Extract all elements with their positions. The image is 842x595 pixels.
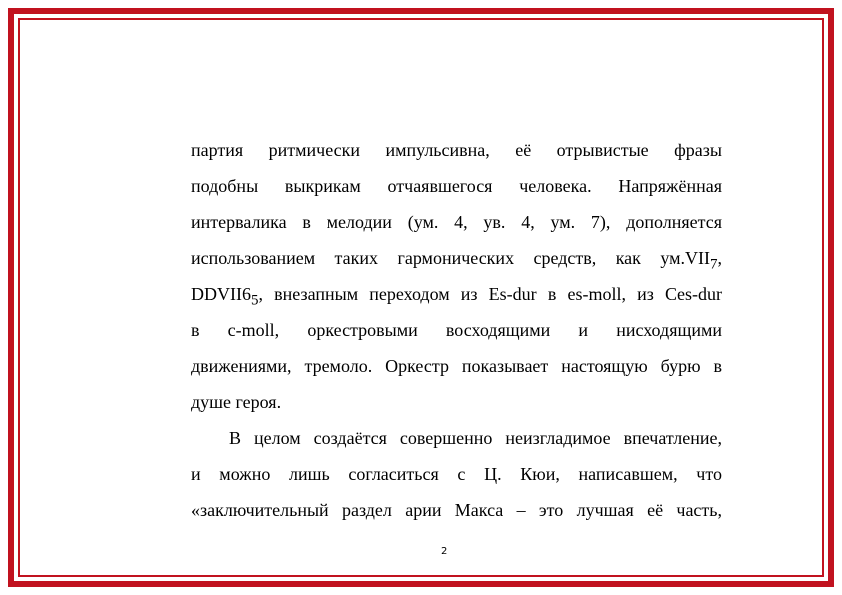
page-number: 2 — [441, 546, 448, 557]
text-run: , — [717, 248, 722, 268]
text-line: подобны выкрикам отчаявшегося человека. Напряжённая — [191, 176, 722, 196]
text-line: В целом создаётся совершенно неизгладимое впечатление, — [229, 428, 722, 448]
text-line: движениями, тремоло. Оркестр показывает настоящую бурю в — [191, 356, 722, 376]
text-line: интервалика в мелодии (ум. 4, ув. 4, ум. 7), дополняется — [191, 212, 722, 232]
subscript: 7 — [710, 256, 718, 273]
text-line: в c-moll, оркестровыми восходящими и нисходящими — [191, 320, 722, 340]
body-text — [191, 132, 722, 528]
text-line — [191, 276, 722, 312]
subscript: 5 — [251, 292, 259, 309]
text-run: DDVII6 — [191, 284, 251, 304]
text-run: , внезапным переходом из Es-dur в es-moll, из Ces-dur — [258, 284, 722, 304]
text-line: и можно лишь согласиться с Ц. Кюи, написавшем, что — [191, 464, 722, 484]
text-line: партия ритмически импульсивна, её отрывистые фразы — [191, 140, 722, 160]
text-run: использованием таких гармонических средств, как ум.VII — [191, 248, 710, 268]
text-line: «заключительный раздел арии Макса – это лучшая её часть, — [191, 500, 722, 520]
text-line: душе героя. — [191, 392, 282, 412]
text-line — [191, 240, 722, 276]
